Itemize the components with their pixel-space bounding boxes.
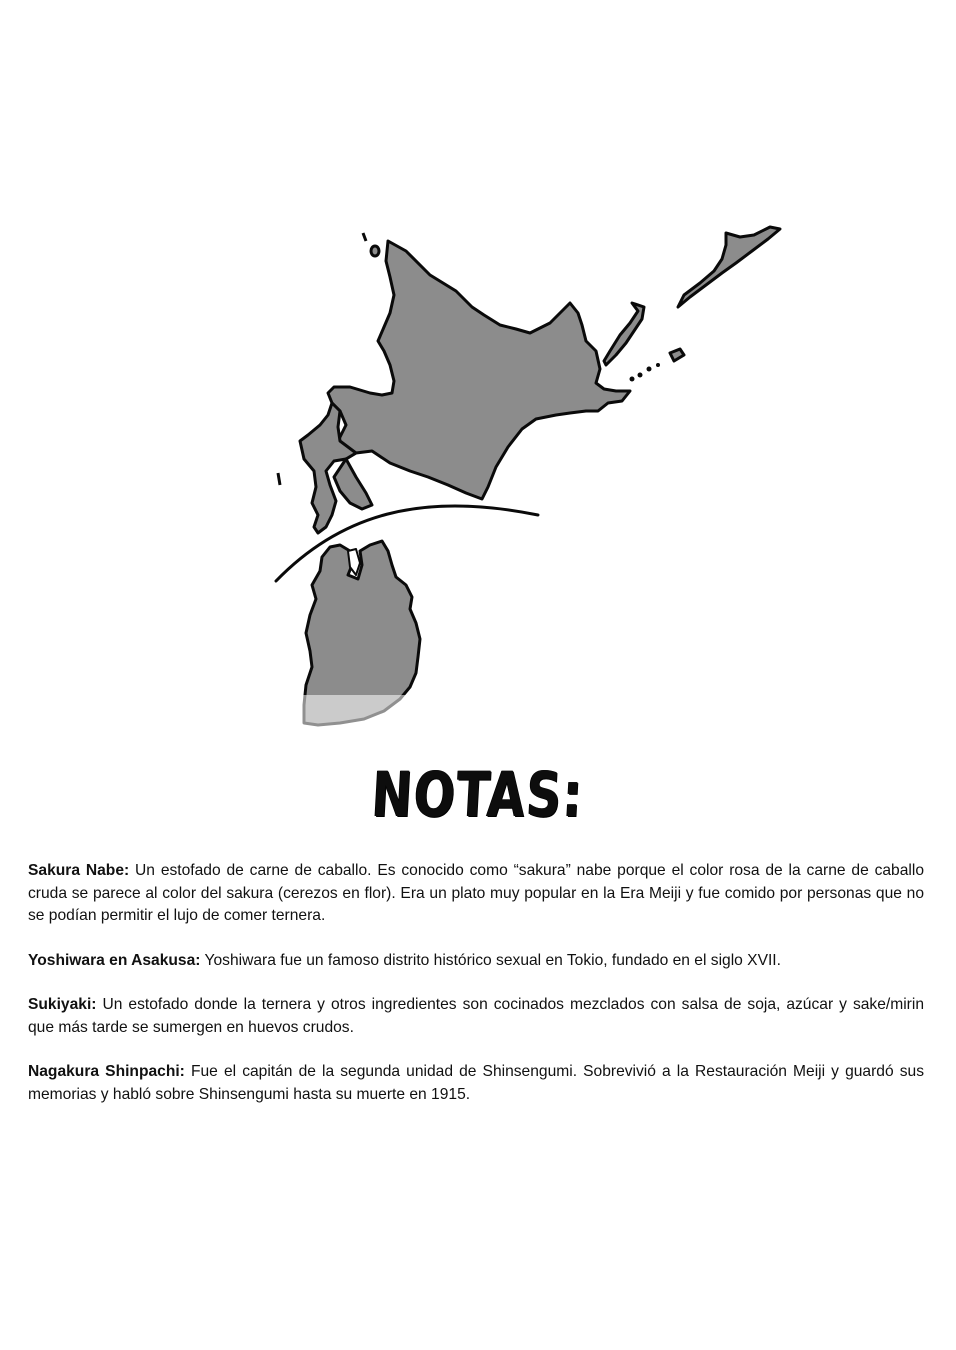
notes-list (28, 860, 924, 1128)
habomai-islet-1 (630, 377, 635, 382)
note-sukiyaki (28, 994, 924, 1039)
rebun-island (363, 233, 366, 241)
note-text: Yoshiwara fue un famoso distrito histórico sexual en Tokio, fundado en el siglo XVII. (204, 951, 781, 969)
note-text: Un estofado de carne de caballo. Es conocido como “sakura” nabe porque el color rosa de la carne de caballo cruda se parece al color del sakura (cerezos en flor). Era un plato muy popular en la Era Meiji y fue comido por personas que no se podían permitir el lujo de comer ternera. (28, 862, 924, 924)
note-text: Un estofado donde la ternera y otros ingredientes son cocinados mezclados con salsa de soja, azúcar y sake/mirin que más tarde se sumergen en huevos crudos. (28, 996, 924, 1036)
shikotan-island (670, 349, 684, 361)
okushiri-island (278, 473, 280, 485)
habomai-islet-2 (638, 373, 643, 378)
iturup-island (678, 227, 780, 307)
rishiri-island (371, 246, 379, 256)
note-term: Sakura Nabe: (28, 862, 130, 879)
japan-map-illustration (260, 215, 800, 735)
habomai-islet-4 (656, 363, 660, 367)
notes-title: NOTAS: (370, 758, 586, 831)
kunashiri-island (604, 303, 644, 365)
southern-hokkaido-tip (334, 459, 372, 509)
note-term: Nagakura Shinpachi: (28, 1063, 185, 1080)
strait-divider-arc (276, 506, 538, 581)
note-sakura-nabe (28, 860, 924, 928)
note-term: Yoshiwara en Asakusa: (28, 951, 201, 969)
habomai-islet-3 (647, 367, 652, 372)
note-nagakura-shinpachi (28, 1061, 924, 1106)
note-term: Sukiyaki: (28, 996, 97, 1013)
note-yoshiwara (28, 950, 924, 973)
map-fade-edge (296, 695, 426, 735)
hokkaido-island (328, 241, 630, 499)
note-text: Fue el capitán de la segunda unidad de Shinsengumi. Sobrevivió a la Restauración Meiji y guardó sus memorias y habló sobre Shinsengumi hasta su muerte en 1915. (28, 1063, 924, 1103)
japan-map-svg (260, 215, 800, 735)
